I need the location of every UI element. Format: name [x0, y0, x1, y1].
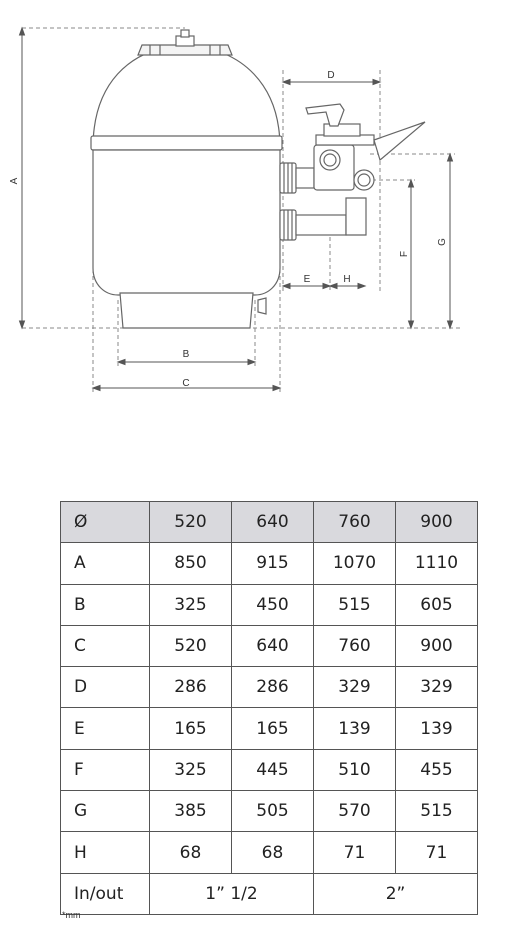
table-row [61, 667, 478, 708]
table-cell: 139 [314, 708, 396, 749]
table-cell: 329 [314, 667, 396, 708]
dimensions-table [60, 501, 478, 915]
table-cell: 329 [396, 667, 478, 708]
header-cell: 760 [314, 502, 396, 543]
table-row-inout [61, 873, 478, 914]
dim-label-c: C [182, 378, 190, 389]
multiport-valve [280, 104, 425, 240]
table-cell: 850 [150, 543, 232, 584]
table-cell: 71 [314, 832, 396, 873]
table-cell: 900 [396, 625, 478, 666]
table-cell: 68 [232, 832, 314, 873]
row-label: H [61, 832, 150, 873]
table-cell: 505 [232, 791, 314, 832]
header-cell: 520 [150, 502, 232, 543]
row-label: D [61, 667, 150, 708]
row-label: G [61, 791, 150, 832]
table-cell: 286 [232, 667, 314, 708]
dim-label-e: E [303, 274, 311, 285]
dim-label-h: H [343, 274, 351, 285]
dim-label-d: D [327, 70, 335, 81]
row-label: B [61, 584, 150, 625]
units-footnote: *mm [62, 910, 81, 920]
table-cell: 325 [150, 749, 232, 790]
table-cell: 510 [314, 749, 396, 790]
table-cell: 165 [232, 708, 314, 749]
table-cell: 1070 [314, 543, 396, 584]
row-label: In/out [61, 873, 150, 914]
table-cell: 286 [150, 667, 232, 708]
table-cell: 520 [150, 625, 232, 666]
filter-tank [91, 30, 282, 328]
dim-label-g: G [437, 238, 448, 246]
row-label: A [61, 543, 150, 584]
table-cell: 570 [314, 791, 396, 832]
table-cell: 915 [232, 543, 314, 584]
row-label: F [61, 749, 150, 790]
table-row [61, 832, 478, 873]
dim-label-b: B [182, 349, 190, 360]
table-cell: 165 [150, 708, 232, 749]
table-row [61, 749, 478, 790]
table-row [61, 543, 478, 584]
table-cell: 385 [150, 791, 232, 832]
table-cell: 450 [232, 584, 314, 625]
table-cell: 71 [396, 832, 478, 873]
header-cell: 640 [232, 502, 314, 543]
filter-technical-drawing [0, 0, 518, 410]
table-row [61, 625, 478, 666]
table-cell-inout-large: 2” [314, 873, 478, 914]
table-cell: 640 [232, 625, 314, 666]
row-label: C [61, 625, 150, 666]
table-cell: 139 [396, 708, 478, 749]
table-cell: 1110 [396, 543, 478, 584]
table-cell: 445 [232, 749, 314, 790]
table-cell: 325 [150, 584, 232, 625]
table-cell: 515 [314, 584, 396, 625]
table-row [61, 708, 478, 749]
table-cell: 760 [314, 625, 396, 666]
table-cell: 515 [396, 791, 478, 832]
dim-label-a: A [9, 177, 20, 185]
header-cell: 900 [396, 502, 478, 543]
row-label: E [61, 708, 150, 749]
table-cell: 68 [150, 832, 232, 873]
table-row [61, 584, 478, 625]
dim-label-f: F [399, 250, 410, 258]
table-cell: 605 [396, 584, 478, 625]
table-row [61, 791, 478, 832]
table-header-row [61, 502, 478, 543]
table-cell: 455 [396, 749, 478, 790]
header-cell-diameter: Ø [61, 502, 150, 543]
table-cell-inout-small: 1” 1/2 [150, 873, 314, 914]
